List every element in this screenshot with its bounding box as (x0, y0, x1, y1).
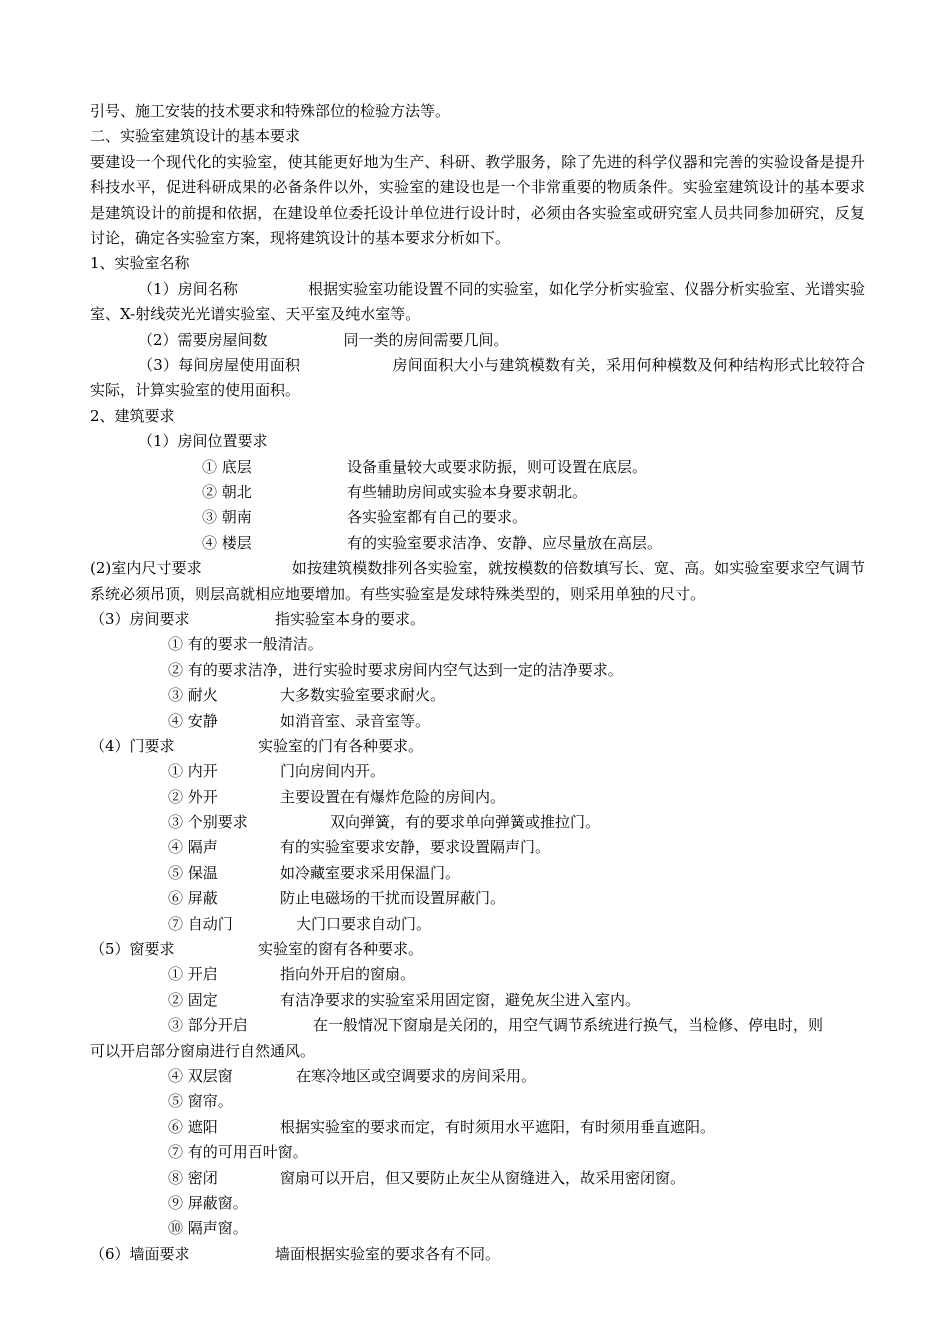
list-item (90, 455, 865, 480)
item-term: ⑩ 隔声窗。 (168, 1219, 248, 1238)
list-item (90, 810, 865, 835)
item-desc: 在一般情况下窗扇是关闭的，用空气调节系统进行换气，当检修、停电时，则 (313, 1016, 824, 1035)
item-term: （2）需要房屋间数 (138, 330, 268, 349)
item-desc: 实验室的门有各种要求。 (258, 736, 424, 755)
item-heading: （1）房间位置要求 (138, 432, 268, 451)
item-term: ⑦ 有的可用百叶窗。 (168, 1143, 308, 1162)
list-item (90, 1166, 865, 1191)
item-term: ① 开启 (168, 965, 218, 984)
item-wall-requirements (90, 1242, 865, 1267)
item-term: （1）房间名称 (138, 279, 238, 298)
item-term: ⑤ 窗帘。 (168, 1092, 233, 1111)
item-term: ④ 楼层 (202, 533, 252, 552)
item-term: （3）每间房屋使用面积 (138, 356, 301, 374)
item-desc: 指实验室本身的要求。 (275, 609, 426, 628)
list-item (90, 912, 865, 937)
item-desc: 如按建筑模数排列各实验室，就按模数的倍数填写长、宽、高。如实验室要求空气调节系统必须吊顶，则层高就相应地要增加。有些实验室是发球特殊类型的，则采用单独的尺寸。 (90, 559, 866, 603)
list-item (90, 988, 865, 1013)
item-term: ③ 耐火 (168, 686, 218, 705)
item-desc: 房间面积大小与建筑模数有关，采用何种模数及何种结构形式比较符合实际，计算实验室的使用面积。 (90, 356, 865, 400)
list-item (90, 480, 865, 505)
item-term: （5）窗要求 (90, 940, 175, 959)
item-term: ② 固定 (168, 990, 218, 1009)
item-term: ① 有的要求一般清洁。 (168, 635, 323, 654)
item-desc: 指向外开启的窗扇。 (280, 965, 416, 984)
item-room-name (90, 277, 865, 328)
item-term: (2)室内尺寸要求 (90, 559, 202, 578)
item-desc: 设备重量较大或要求防振，则可设置在底层。 (347, 457, 648, 476)
item-term: （4）门要求 (90, 736, 175, 755)
item-desc: 防止电磁场的干扰而设置屏蔽门。 (280, 889, 506, 908)
item-desc: 在寒冷地区或空调要求的房间采用。 (296, 1067, 537, 1085)
item-desc: 双向弹簧，有的要求单向弹簧或推拉门。 (330, 813, 601, 832)
list-item (90, 505, 865, 530)
intro-paragraph: 要建设一个现代化的实验室，使其能更好地为生产、科研、教学服务，除了先进的科学仪器和完善的实验设备是提升科技水平，促进科研成果的必备条件以外，实验室的建设也是一个非常重要的物质条件。实验室建筑设计的基本要求是建筑设计的前提和依据，在建设单位委托设计单位进行设计时，必须由各实验室或研究室人员共同参加研究，反复讨论，确定各实验室方案，现将建筑设计的基本要求分析如下。 (90, 152, 865, 247)
list-item (90, 1115, 865, 1140)
subsection-heading: 1、实验室名称 (90, 254, 190, 273)
item-desc: 根据实验室的要求而定，有时须用水平遮阳，有时须用垂直遮阳。 (280, 1117, 716, 1136)
list-item (90, 683, 865, 708)
item-room-size (90, 556, 865, 607)
list-item (90, 1140, 865, 1165)
item-desc: 大门口要求自动门。 (296, 914, 432, 933)
room-req-list (90, 632, 865, 734)
item-door-requirements (90, 734, 865, 759)
item-desc: 大多数实验室要求耐火。 (280, 686, 446, 705)
item-term: ③ 部分开启 (168, 1016, 248, 1035)
item-term: ① 底层 (202, 457, 252, 476)
item-term: ② 有的要求洁净，进行实验时要求房间内空气达到一定的洁净要求。 (168, 660, 623, 679)
item-term: ④ 双层窗 (168, 1067, 233, 1085)
list-item (90, 835, 865, 860)
item-desc: 门向房间内开。 (280, 762, 386, 781)
item-term: ① 内开 (168, 762, 218, 781)
list-item (90, 759, 865, 784)
item-desc: 实验室的窗有各种要求。 (258, 940, 424, 959)
document-body (90, 99, 865, 1267)
item-desc: 有的实验室要求洁净、安静、应尽量放在高层。 (347, 533, 663, 552)
item-desc: 同一类的房间需要几间。 (343, 330, 509, 349)
item-desc: 墙面根据实验室的要求各有不同。 (275, 1244, 501, 1263)
item-desc: 有些辅助房间或实验本身要求朝北。 (347, 482, 588, 501)
item-desc: 主要设置在有爆炸危险的房间内。 (280, 787, 506, 806)
item-room-requirements (90, 607, 865, 632)
item-term: ④ 隔声 (168, 838, 218, 857)
window-list (90, 962, 865, 1241)
list-item (90, 531, 865, 556)
item-term: ③ 朝南 (202, 508, 252, 527)
list-item (90, 1064, 865, 1089)
item-desc: 窗扇可以开启，但又要防止灰尘从窗缝进入，故采用密闭窗。 (280, 1168, 686, 1187)
item-term: （3）房间要求 (90, 609, 190, 628)
item-term: ⑥ 遮阳 (168, 1117, 218, 1136)
item-room-count (90, 328, 865, 353)
item-desc: 有洁净要求的实验室采用固定窗，避免灰尘进入室内。 (280, 990, 641, 1009)
list-item (90, 658, 865, 683)
list-item (90, 886, 865, 911)
position-list (90, 455, 865, 557)
list-item (90, 632, 865, 657)
item-term: ③ 个别要求 (168, 813, 248, 832)
list-item (90, 962, 865, 987)
item-desc: 如消音室、录音室等。 (280, 711, 431, 730)
section-heading: 二、实验室建筑设计的基本要求 (90, 127, 301, 146)
item-term: ⑤ 保温 (168, 863, 218, 882)
item-term: ⑨ 屏蔽窗。 (168, 1193, 248, 1212)
door-list (90, 759, 865, 937)
item-term: ② 外开 (168, 787, 218, 806)
list-item (90, 709, 865, 734)
list-item (90, 1089, 865, 1114)
subsection-heading: 2、建筑要求 (90, 406, 175, 425)
list-item (90, 1191, 865, 1216)
item-desc: 有的实验室要求安静，要求设置隔声门。 (280, 838, 551, 857)
item-desc: 如冷藏室要求采用保温门。 (280, 863, 461, 882)
list-item (90, 785, 865, 810)
item-room-area (90, 353, 865, 404)
list-item (90, 1216, 865, 1241)
item-term: ④ 安静 (168, 711, 218, 730)
list-item (90, 861, 865, 886)
text-line: 引号、施工安装的技术要求和特殊部位的检验方法等。 (90, 102, 451, 120)
list-item-continuation: 可以开启部分窗扇进行自然通风。 (90, 1041, 316, 1060)
item-window-requirements (90, 937, 865, 962)
item-term: ⑧ 密闭 (168, 1168, 218, 1187)
item-term: ⑦ 自动门 (168, 914, 233, 933)
item-term: ⑥ 屏蔽 (168, 889, 218, 908)
item-term: ② 朝北 (202, 482, 252, 501)
list-item (90, 1013, 865, 1038)
item-desc: 各实验室都有自己的要求。 (347, 508, 528, 527)
item-term: （6）墙面要求 (90, 1244, 190, 1263)
item-desc: 根据实验室功能设置不同的实验室，如化学分析实验室、仪器分析实验室、光谱实验室、X-射线荧光光谱实验室、天平室及纯水室等。 (90, 279, 865, 324)
